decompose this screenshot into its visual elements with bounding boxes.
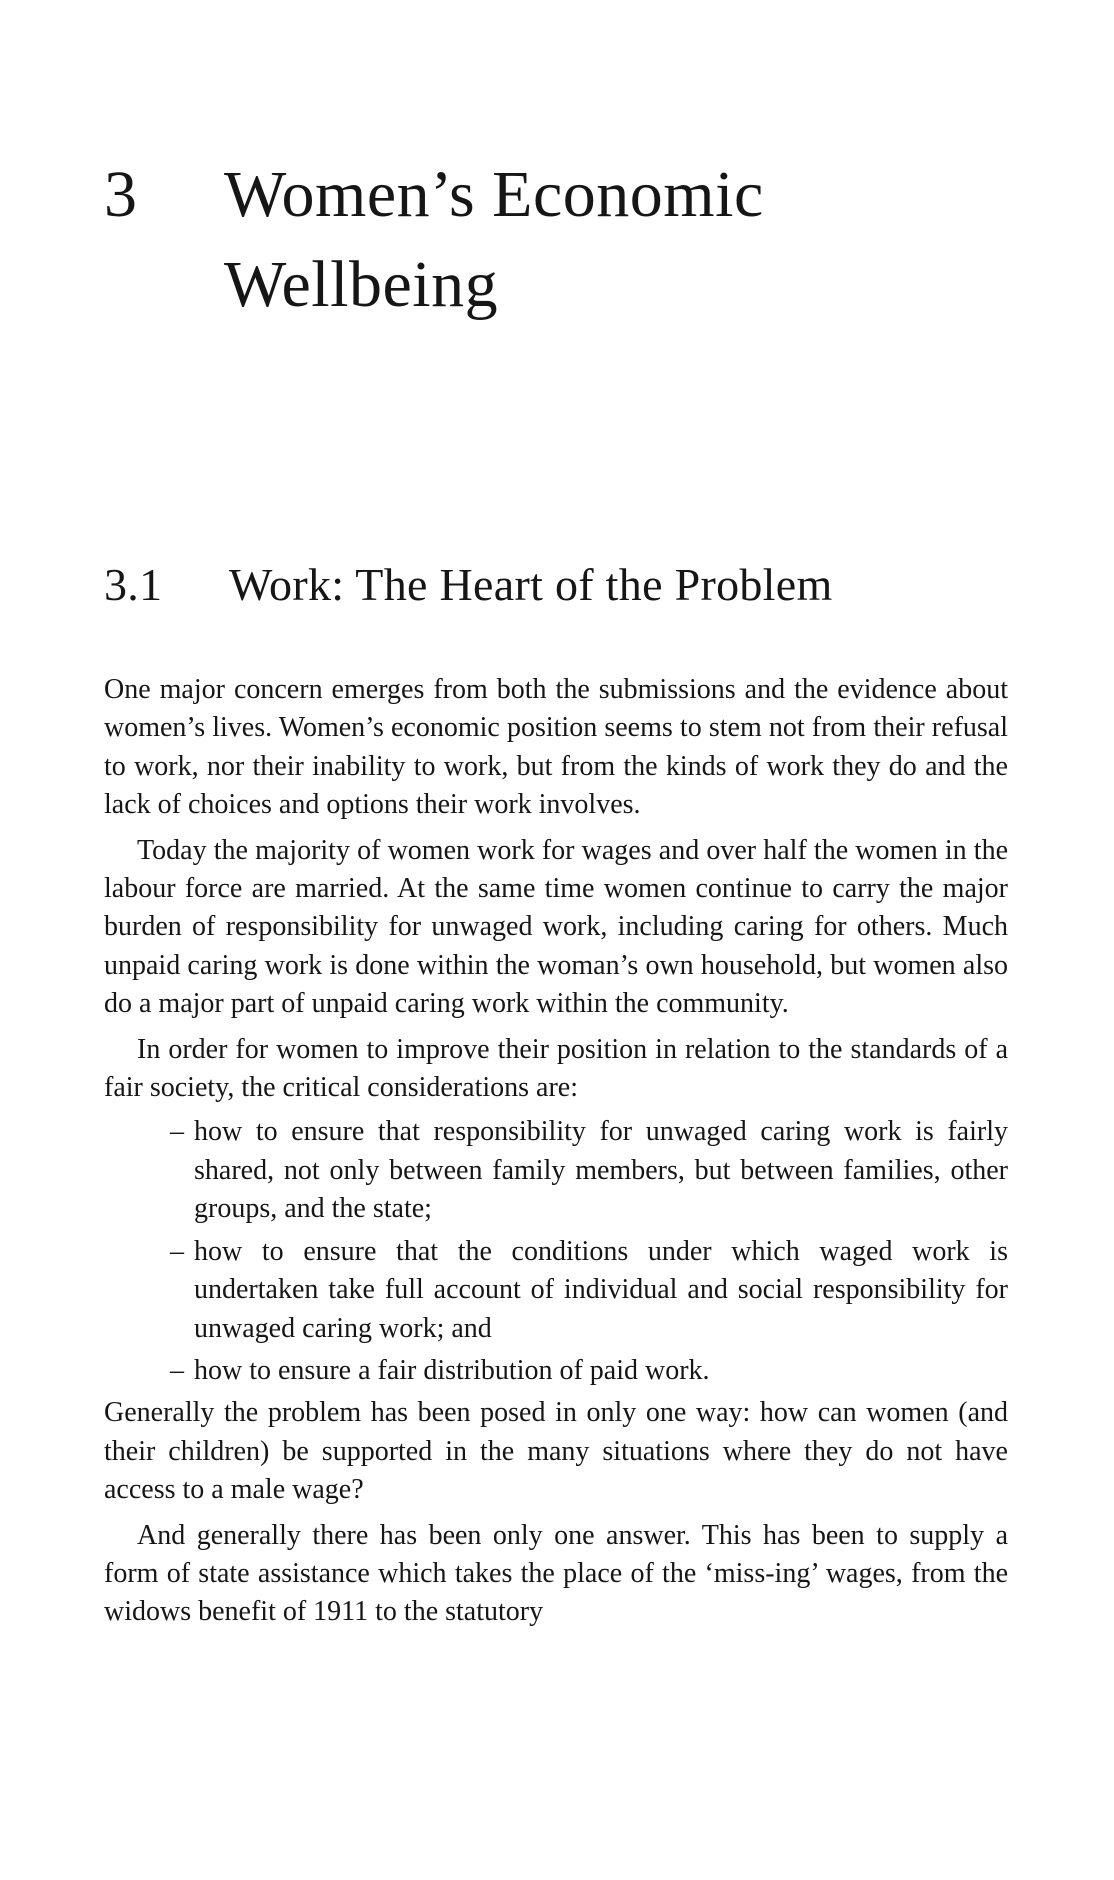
list-item: – how to ensure that responsibility for unwaged caring work is fairly shared, not only between family members, but between families, other groups, and the state; [194,1113,1008,1228]
chapter-title: Women’s Economic Wellbeing [224,158,764,321]
body-text [104,671,1008,1632]
list-item: – how to ensure that the conditions under which waged work is undertaken take full account of individual and social responsibility for unwaged caring work; and [194,1233,1008,1348]
section-number: 3.1 [104,559,163,610]
chapter-number: 3 [104,158,138,231]
paragraph: Today the majority of women work for wages and over half the women in the labour force are married. At the same time women continue to carry the major burden of responsibility for unwaged work, including caring for others. Much unpaid caring work is done within the woman’s own household, but women also do a major part of unpaid caring work within the community. [104,834,1008,1020]
paragraph: In order for women to improve their position in relation to the standards of a fair society, the critical considerations are: [104,1033,1008,1104]
list-item: – how to ensure a fair distribution of paid work. [194,1352,1008,1390]
section-title: Work: The Heart of the Problem [229,559,833,610]
considerations-list [104,1113,1008,1390]
paragraph: And generally there has been only one answer. This has been to supply a form of state assistance which takes the place of the ‘miss-ing’ wages, from the widows benefit of 1911 to the statutory [104,1519,1008,1628]
paragraph: Generally the problem has been posed in only one way: how can women (and their children) be supported in the many situations where they do not have access to a male wage? [104,1397,1008,1506]
paragraph: One major concern emerges from both the submissions and the evidence about women’s lives. Women’s economic position seems to stem not from their refusal to work, nor their inability to work, but from the kinds of work they do and the lack of choices and options their work involves. [104,674,1008,821]
